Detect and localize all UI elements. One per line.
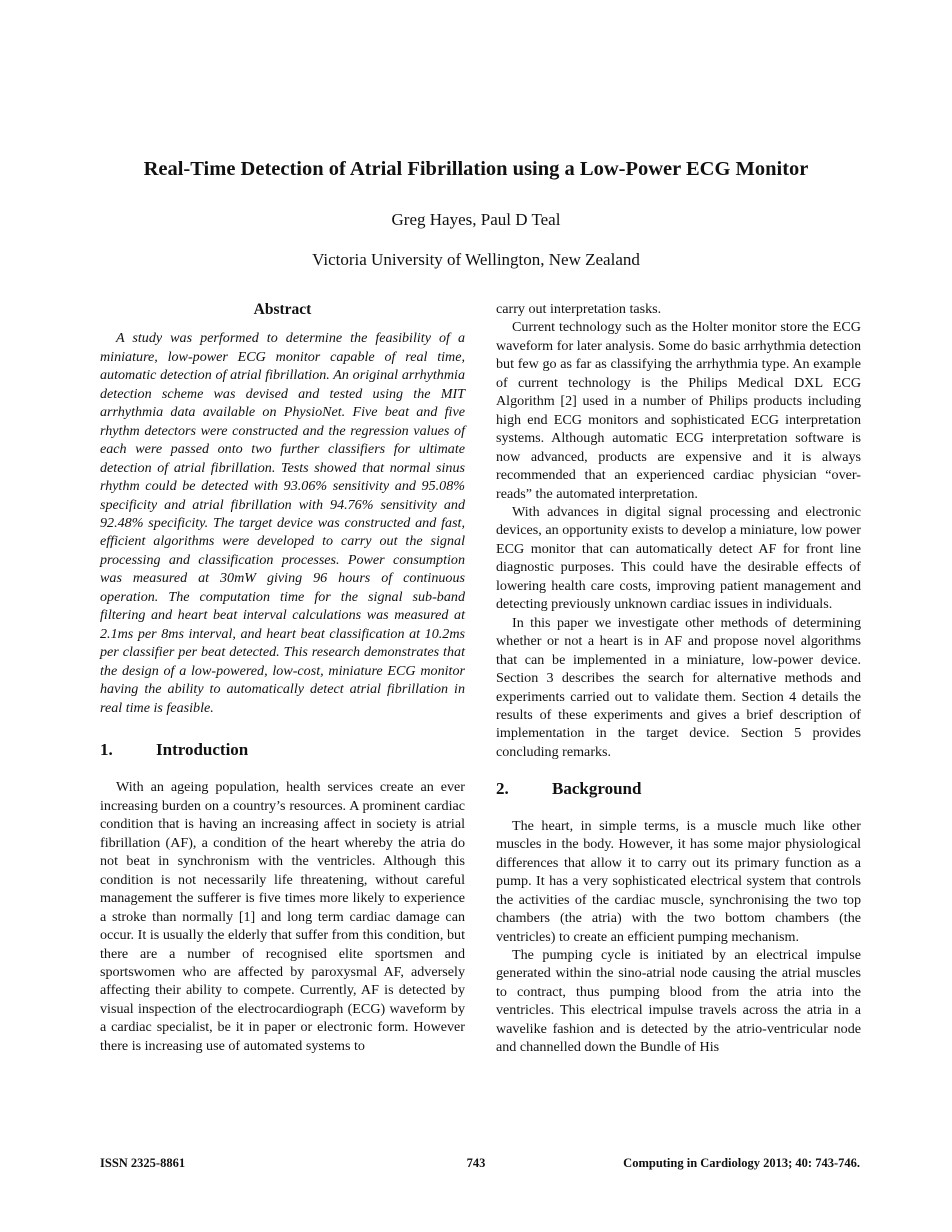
section-heading-background <box>496 780 861 798</box>
section-number: 1. <box>100 739 113 759</box>
abstract-text: A study was performed to determine the feasibility of a miniature, low-power ECG monitor capable of real time, automatic detection of atrial fibrillation. An original arrhythmia detection scheme was devised and tested using the MIT arrhythmia data available on PhysioNet. Five beat and five rhythm detectors were constructed and the regression values of each were passed onto two further classifiers for ultimate detection of atrial fibrillation. Tests showed that normal sinus rhythm could be detected with 93.06% sensitivity and 95.08% specificity and atrial fibrillation with 94.76% sensitivity and 92.48% specificity. The target device was constructed and fast, efficient algorithms were developed to carry out the signal processing and classification processes. Power consumption was measured at 30mW giving 96 hours of continuous operation. The computation time for the signal sub-band filtering and heart beat interval calculations was measured at 2.1ms per 8ms interval, and heart beat classification at 10.2ms per classifier per beat detected. This research demonstrates that the design of a low-powered, low-cost, miniature ECG monitor having the ability to automatically detect atrial fibrillation in real time is feasible. <box>100 330 465 716</box>
right-column <box>496 300 861 1057</box>
footer-issn: ISSN 2325-8861 <box>100 1156 186 1170</box>
section-heading-introduction <box>100 741 465 759</box>
footer-page-number: 743 <box>466 1156 486 1170</box>
background-paragraph-1: The heart, in simple terms, is a muscle much like other muscles in the body. However, it has some major physiological differences that allow it to carry out its primary function as a pump. It has a very sophisticated electrical system that controls the activities of the cardiac muscle, synchronising the two top chambers (the atria) with the two bottom chambers (the ventricles) to create an efficient pumping mechanism. <box>496 817 861 945</box>
paper-title: Real-Time Detection of Atrial Fibrillation using a Low-Power ECG Monitor <box>143 158 809 180</box>
introduction-paragraph-1-continued: carry out interpretation tasks. <box>496 301 662 317</box>
paper-authors: Greg Hayes, Paul D Teal <box>391 210 561 229</box>
section-title: Background <box>552 779 642 799</box>
abstract-heading: Abstract <box>253 301 312 318</box>
paper-affiliation: Victoria University of Wellington, New Zealand <box>312 250 640 269</box>
left-column <box>100 300 465 1055</box>
background-paragraph-2: The pumping cycle is initiated by an electrical impulse generated within the sino-atrial node causing the atrial muscles to contract, thus pumping blood from the atria into the ventricles. This electrical impulse travels across the atria in a wavelike fashion and is detected by the atrio-ventricular node and channelled down the Bundle of His <box>496 946 861 1056</box>
footer-citation: Computing in Cardiology 2013; 40: 743-746. <box>623 1156 860 1170</box>
introduction-paragraph-4: In this paper we investigate other methods of determining whether or not a heart is in AF and propose novel algorithms that can be implemented in a miniature, low-power device. Section 3 describes the search for alternative methods and experiments carried out to validate them. Section 4 details the results of these experiments and gives a brief description of implementation in the target device. Section 5 provides concluding remarks. <box>496 614 861 760</box>
section-number: 2. <box>496 779 509 799</box>
introduction-paragraph-2: Current technology such as the Holter monitor store the ECG waveform for later analysis. Some do basic arrhythmia detection but few go as far as classifying the arrhythmia type. An example of current technology is the Philips Medical DXL ECG Algorithm [2] used in a number of Philips products including high end ECG monitors and sophisticated ECG interpretation systems. Although automatic ECG interpretation software is now advanced, products are expensive and it is always recommended that an experienced cardiac physician “over-reads” the automated interpretation. <box>496 319 861 502</box>
introduction-paragraph-1: With an ageing population, health services create an ever increasing burden on a country’s resources. A prominent cardiac condition that is having an increasing affect in society is atrial fibrillation (AF), a condition of the heart whereby the atria do not beat in synchronism with the ventricles. Although this condition is not necessarily life threatening, without careful management the sufferer is five times more likely to experience a stroke than normally [1] and long term cardiac damage can occur. It is usually the elderly that suffer from this condition, but there are a number of recognised elite sportsmen and sportswomen who are affected by paroxysmal AF, adversely affecting their ability to compete. Currently, AF is detected by visual inspection of the electrocardiograph (ECG) waveform by a cardiac specialist, be it in paper or electronic form. However there is increasing use of automated systems to <box>100 779 465 1054</box>
section-title: Introduction <box>156 739 249 759</box>
introduction-paragraph-3: With advances in digital signal processing and electronic devices, an opportunity exists to develop a miniature, low power ECG monitor that can automatically detect AF for front line diagnostic purposes. This could have the desirable effects of lowering health care costs, improving patient management and detecting previously unknown cardiac issues in individuals. <box>496 503 861 613</box>
